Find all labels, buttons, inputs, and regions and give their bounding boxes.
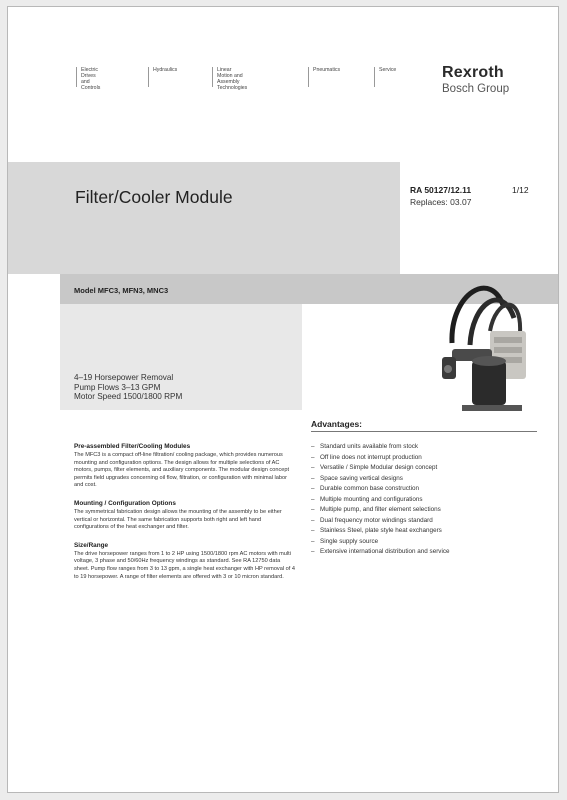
list-item: – Standard units available from stock xyxy=(311,443,419,450)
title-panel xyxy=(8,162,400,274)
spec-list xyxy=(74,373,182,402)
section-body: The MFC3 is a compact off-line filtration/ cooling package, which provides numerous mounting and configuration options. The design allows for multiple selections of AC motors, pumps, filter elements, and auxiliary components. The modular design concept permits field upgrades concerning oil flow, filtration, or configuration with minimal labor and cost. xyxy=(74,452,290,489)
section-mounting xyxy=(74,500,296,532)
replaces-note: Replaces: 03.07 xyxy=(410,197,472,207)
section-title: Size/Range xyxy=(74,541,109,549)
brand-logo: Rexroth xyxy=(442,64,504,81)
page-number: 1/12 xyxy=(512,185,529,195)
nav-item-linear-motion: Linear Motion and Assembly Technologies xyxy=(212,67,247,87)
list-item: – Dual frequency motor windings standard xyxy=(311,516,433,524)
section-size-range xyxy=(74,542,296,581)
list-item: – Single supply source xyxy=(311,537,379,545)
list-item: – Durable common base construction xyxy=(311,485,420,492)
list-item: – Space saving vertical designs xyxy=(311,474,403,482)
list-item: – Off line does not interrupt production xyxy=(311,453,422,461)
spec-line: 4–19 Horsepower Removal xyxy=(74,373,174,382)
description-column xyxy=(74,443,296,591)
list-item: – Multiple mounting and configurations xyxy=(311,495,423,503)
section-title: Mounting / Configuration Options xyxy=(74,499,176,507)
section-body: The drive horsepower ranges from 1 to 2 HP using 1500/1800 rpm AC motors with multi voltage, 3 phase and 50/60Hz frequency windings as standard. See RA 12750 data sheet. Pump flow ranges from 3 to 13 gpm, a single heat exchanger with HP removal of 4 to 19 horsepower. A range of filter elements are offered with 3 or 10 micron standard. xyxy=(74,550,295,580)
list-item: – Stainless Steel, plate style heat exchangers xyxy=(311,527,442,534)
document-page xyxy=(7,6,559,793)
advantages-divider xyxy=(311,431,537,432)
section-pre-assembled xyxy=(74,443,296,490)
nav-item-hydraulics: Hydraulics xyxy=(148,67,177,87)
list-item: – Multiple pump, and filter element selections xyxy=(311,506,441,513)
list-item: – Extensive international distribution and service xyxy=(311,548,450,555)
section-title: Pre-assembled Filter/Cooling Modules xyxy=(74,443,191,450)
product-photo xyxy=(432,273,542,415)
model-label: Model MFC3, MFN3, MNC3 xyxy=(74,286,169,295)
brand-group: Bosch Group xyxy=(442,83,510,95)
nav-item-pneumatics: Pneumatics xyxy=(308,67,340,87)
nav-item-electric-drives: Electric Drives and Controls xyxy=(76,67,100,87)
document-title: Filter/Cooler Module xyxy=(75,187,233,207)
advantages-list xyxy=(311,442,450,558)
spec-line: Pump Flows 3–13 GPM xyxy=(74,382,161,392)
nav-item-service: Service xyxy=(374,67,396,87)
section-body: The symmetrical fabrication design allows the mounting of the assembly to be either vertical or horizontal. The same fabrication supports both right and left hand configurations of the heat exchanger and filter. xyxy=(74,508,282,531)
advantages-title: Advantages: xyxy=(311,419,363,429)
spec-line: Motor Speed 1500/1800 RPM xyxy=(74,392,183,402)
ra-number: RA 50127/12.11 xyxy=(410,185,472,195)
list-item: – Versatile / Simple Modular design concept xyxy=(311,464,438,471)
